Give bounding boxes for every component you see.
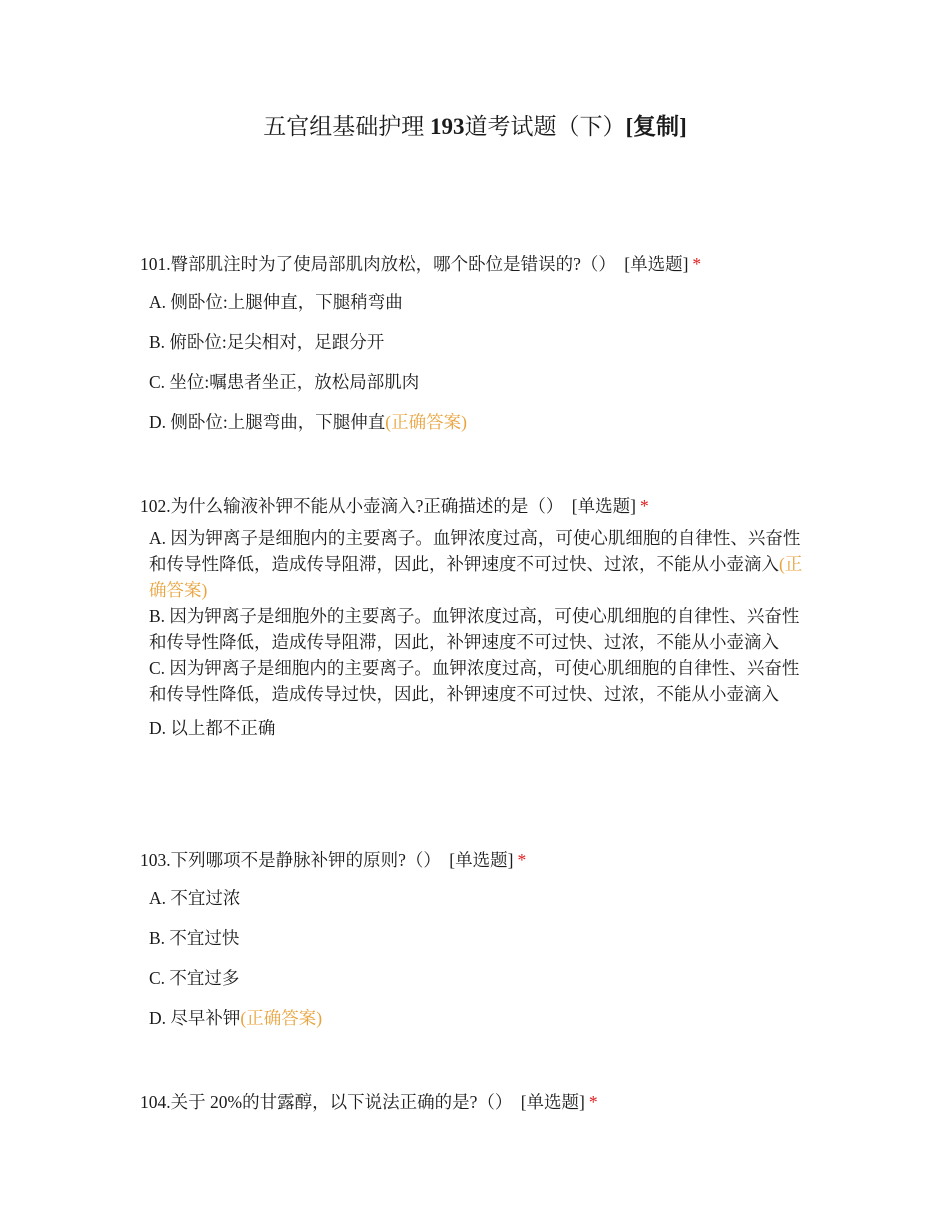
question-type: [单选题] [571, 496, 636, 516]
page-title [0, 110, 950, 144]
options-list [140, 289, 820, 435]
option-b: B. 不宜过快 [149, 928, 240, 948]
question-type: [单选题] [624, 254, 689, 274]
question-type: [单选题] [449, 850, 514, 870]
required-marker: * [517, 850, 527, 870]
question-stem [140, 1089, 820, 1115]
required-marker: * [588, 1092, 598, 1112]
option-c: C. 坐位:嘱患者坐正，放松局部肌肉 [149, 372, 420, 392]
title-tag: [复制] [625, 114, 687, 139]
option-a: A. 因为钾离子是细胞内的主要离子。血钾浓度过高，可使心肌细胞的自律性、兴奋性和传导性降低，造成传导阻滞，因此，补钾速度不可过快、过浓，不能从小壶滴入(正确答案) [149, 528, 803, 600]
question-103 [140, 847, 820, 1045]
correct-answer-label: (正确答案) [240, 1008, 323, 1028]
question-104 [140, 1089, 820, 1127]
option-d: D. 以上都不正确 [149, 718, 276, 738]
correct-answer-label: (正确答案) [149, 554, 803, 600]
option-d: D. 侧卧位:上腿弯曲，下腿伸直(正确答案) [149, 412, 467, 432]
question-text: 102.为什么输液补钾不能从小壶滴入?正确描述的是（） [140, 496, 564, 516]
option-b: B. 俯卧位:足尖相对，足跟分开 [149, 332, 385, 352]
correct-answer-label: (正确答案) [385, 412, 467, 432]
options-list [140, 525, 820, 741]
option-c: C. 不宜过多 [149, 968, 240, 988]
option-c: C. 因为钾离子是细胞内的主要离子。血钾浓度过高，可使心肌细胞的自律性、兴奋性和传导性降低，造成传导过快，因此，补钾速度不可过快、过浓，不能从小壶滴入 [149, 658, 800, 704]
title-prefix: 五官组基础护理 [263, 114, 425, 139]
question-text: 104.关于 20%的甘露醇，以下说法正确的是?（） [140, 1092, 513, 1112]
question-type: [单选题] [520, 1092, 585, 1112]
title-number: 193 [429, 114, 465, 139]
question-text: 101.臀部肌注时为了使局部肌肉放松，哪个卧位是错误的?（） [140, 254, 616, 274]
question-101 [140, 251, 820, 449]
options-list [140, 885, 820, 1031]
question-stem [140, 251, 820, 277]
title-middle: 道考试题（下） [464, 114, 626, 139]
option-a: A. 侧卧位:上腿伸直，下腿稍弯曲 [149, 292, 403, 312]
required-marker: * [639, 496, 649, 516]
question-102 [140, 493, 820, 755]
question-stem [140, 847, 820, 873]
question-text: 103.下列哪项不是静脉补钾的原则?（） [140, 850, 441, 870]
required-marker: * [692, 254, 702, 274]
option-d: D. 尽早补钾(正确答案) [149, 1008, 323, 1028]
option-b: B. 因为钾离子是细胞外的主要离子。血钾浓度过高，可使心肌细胞的自律性、兴奋性和传导性降低，造成传导阻滞，因此，补钾速度不可过快、过浓，不能从小壶滴入 [149, 606, 800, 652]
option-a: A. 不宜过浓 [149, 888, 241, 908]
question-stem [140, 493, 820, 519]
